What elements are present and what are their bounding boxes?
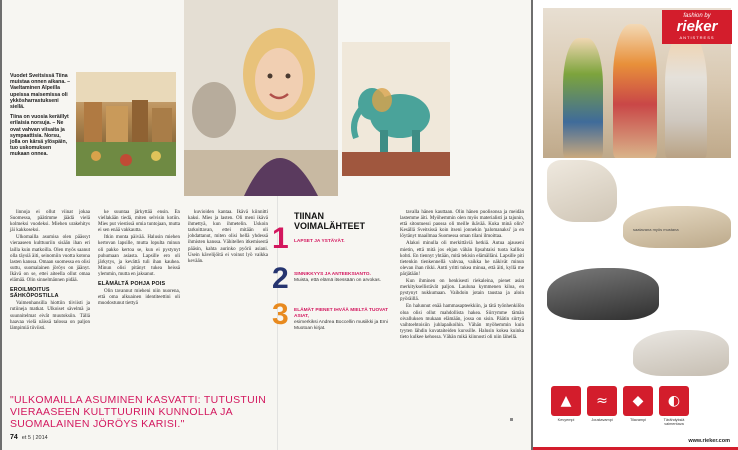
icon-label: Joustavampi <box>591 418 613 422</box>
box-item-2 <box>294 272 392 284</box>
number-2: 2 <box>272 262 289 295</box>
paragraph: Vaimenhansilla hiottiin tiiviisti ja rutiineja matkat. Ulkoiset sävelmä ja suunnitelmat eivät muutoksiin. Tällä haavaa vielä näissä talossa on paljon lämpimiä tiiviisti. <box>10 301 90 331</box>
portrait-illustration <box>184 0 338 196</box>
text-column-1 <box>10 210 90 333</box>
brand-logo <box>662 10 732 44</box>
portrait-photo <box>184 0 338 196</box>
market-photo <box>76 72 176 176</box>
item-heading: LAPSET JA YSTÄVÄT. <box>294 239 345 244</box>
model-figure <box>613 24 657 158</box>
caption-2: Tiina on vuosia keräillyt erilaisia norsuja. – Ne ovat vahvan viisaita ja sympaattisia. Norsu, jolla on kärsä ylöspäin, tuo uskomuksen mukaan onnea. <box>10 114 69 158</box>
power-sources-box <box>272 211 392 372</box>
caption-1: Vuodet Sveitsissä Tiina muistaa onnen aikana. – Vaeltaminen Alpeilla upeissa maisemissa oli ykkösharrastukseni siellä. <box>10 73 70 111</box>
paragraph: Olin tavannut mieheni niin nuorena, että oma alkuainen identiteettini oli muodostunut tiettyä <box>98 289 180 307</box>
box-item-3 <box>294 308 392 332</box>
page-folio <box>10 434 48 441</box>
article-end-mark <box>510 418 513 421</box>
pull-quote: "ULKOMAILLA ASUMINEN KASVATTI: TUTUSTUIN VIERAASEEN KULTTUURIIN KUNNOLLA JA SUOMALAINEN JÖRÖYS KARISI." <box>10 394 267 430</box>
paragraph: ke suuntaa järkyttää ensin. En viellakään tiedä, miten selvisin kotiin. Mies put viestissä omia tuntojaan, mutta ei sen enää vakkautta. <box>98 210 180 234</box>
shock-absorb-icon: ◐ <box>659 386 689 416</box>
wide-fit-icon: ◆ <box>623 386 653 416</box>
box-title: TIINAN VOIMALÄHTEET <box>294 211 365 231</box>
issue-label: et 5 | 2014 <box>21 435 48 441</box>
page-number: 74 <box>10 434 18 441</box>
model-figure <box>665 34 707 158</box>
item-text: Muista, että elämä itsessään on arvokas. <box>294 278 381 283</box>
text-column-2 <box>98 210 180 308</box>
shoe-sandal <box>547 160 617 222</box>
icon-label: Tilavampi <box>629 418 647 422</box>
elephant-illustration <box>342 42 450 176</box>
paragraph: Kun ihminen on henkisesti riekaleina, pienet asiat merkityksellistävät paljon. Lauluna kymmenen kiloa, en pystynyt nukkumaan. Vaihdoin jotain taustaa ja aloin pyöräillä. <box>400 279 524 303</box>
model-figure <box>563 38 603 158</box>
market-illustration <box>76 72 176 176</box>
text-column-3 <box>188 210 268 266</box>
paragraph: Alakoi minulla oli merkittäviä hetkiä. Autua ajauseni mietin, että mitä jos ehjan vähän lipsahtaisi tuota kallioa kohti. En tiennyt yhtään, mitä tekisin elämälläni. Lapsille piti tietenkin tienkennellä vahvaa, vaikka he näkivät minun olevan ihan rikki. Antti yritti tukea minua, että äiti, kyllä me pärjätään! <box>400 241 524 277</box>
subheading: EROILMOITUS SÄHKÖPOSTILLA <box>10 287 59 300</box>
photo-captions <box>10 73 72 162</box>
box-item-1 <box>294 239 392 245</box>
elephant-photo <box>342 42 450 176</box>
paragraph: Ulkomailla asumisa olen päässyt vieraaseen kulttuuriin sisään ihan eri lailla kuin matkoilla. Olen myös saanut olla täysiä äiti, seinomiin vuotta kotona lasten kanssa. Omaan suomessa en olisi suttu, suomalainen jöröys on jäänyt. Ikävä on se, ettei aiteella ollut omaa elämää. Olin sinnelmännen pidää. <box>10 235 90 284</box>
icon-label: Tärähdyksiä vaimentava <box>663 418 685 426</box>
number-3: 3 <box>272 298 289 331</box>
shoe-black <box>547 268 659 320</box>
icon-label: Kevyempi <box>557 418 575 422</box>
paragraph: kuvioiden kantaa. Ikävä kiinnitti kaksi. Mies ja lasten. Oli meni ikävä ihmettyä, kun ihmetelin. Uskoin tarkoittavan, ettei mitään oli johdattanut, miten olisi hellä yhdessä ihmisten kanssa. Vähitellen itkemisestä pääsin, kahta aurinko pyörii asiani. Usein kävelijöitä ei voinut lyö vaikka kevään. <box>188 210 268 264</box>
brand-tagline: fashion by <box>683 13 711 19</box>
feature-icons <box>551 386 721 426</box>
shoe-white <box>633 330 729 376</box>
brand-url: www.rieker.com <box>688 438 730 444</box>
paragraph: linnoja ei ollut viinat jokaa Suomessa, päätimme jäädä vielä kolmeksi vuodeksi. Miehen urakehitys jäi kakkoseksi. <box>10 210 90 234</box>
light-feather-icon: ▲ <box>551 386 581 416</box>
subheading: ELÄMÄLTÄ POHJA POIS <box>98 281 166 288</box>
shoe-color-note: saatavana myös mustana <box>633 227 679 232</box>
paragraph: tavalla hänen kauttaan. Olin hänen puolisonsa ja meidän lastemme äiti. Myöhemmin olen myös materialisti ja tajunin, että sitoutuessi paossa oli meille ikävää. Kuka minä olin? Kesällä Sveitsissä koin itseni jonnekin 'palomanaksi' ja en löytänyt maailmaa Suomessa oman tilani ilmoittaa. <box>400 210 524 240</box>
paragraph: En halunnut enää hammasapteekkiin, ja tätä työnhenkilön oloa olisi ollut mahdollista hakea. Siirrymme tämän oivalluksen mukaan elämään, jossa on sisin. Päätin siirtyä vaihtoehtoisiin juhlapaikoihin. Vähän myöhemmin kuin tyyten lähdin kuvataiteiden kurssille. Halusin kokea kuinka tieto kulkee kehossa. Vähän mikä kiinnosti oli niin lähellä. <box>400 304 524 340</box>
number-1: 1 <box>272 222 289 255</box>
text-column-4 <box>400 210 524 342</box>
brand-name: rieker <box>676 18 718 35</box>
item-heading: ELÄMÄT PIENET IHVÄÄ MIELTÄ TUOVAT ASIAT, <box>294 308 389 319</box>
item-text: esimerkiksi Andrea Boccellin musiikki ja Emi Muotoan kirjat. <box>294 320 388 331</box>
flexible-sole-icon: ≈ <box>587 386 617 416</box>
advertisement-page <box>533 0 738 450</box>
item-heading: SINNIKKYYS JA ANTEEKSIANTO. <box>294 272 371 277</box>
paragraph: Itkin monta päivää. Halusin miehen kertovan lapsille, mutta lopulta minun oli pakko kertoa se, kun ei pystynyt puhumaan asiasta. Lapsille ero oli järkytys, ja kevättä tuli ihan kauhea. Minun olisi pitänyt tukea heissä ylemmin, mutta en jaksanut. <box>98 235 180 277</box>
brand-subtitle: ANTISTRESS <box>679 35 715 40</box>
